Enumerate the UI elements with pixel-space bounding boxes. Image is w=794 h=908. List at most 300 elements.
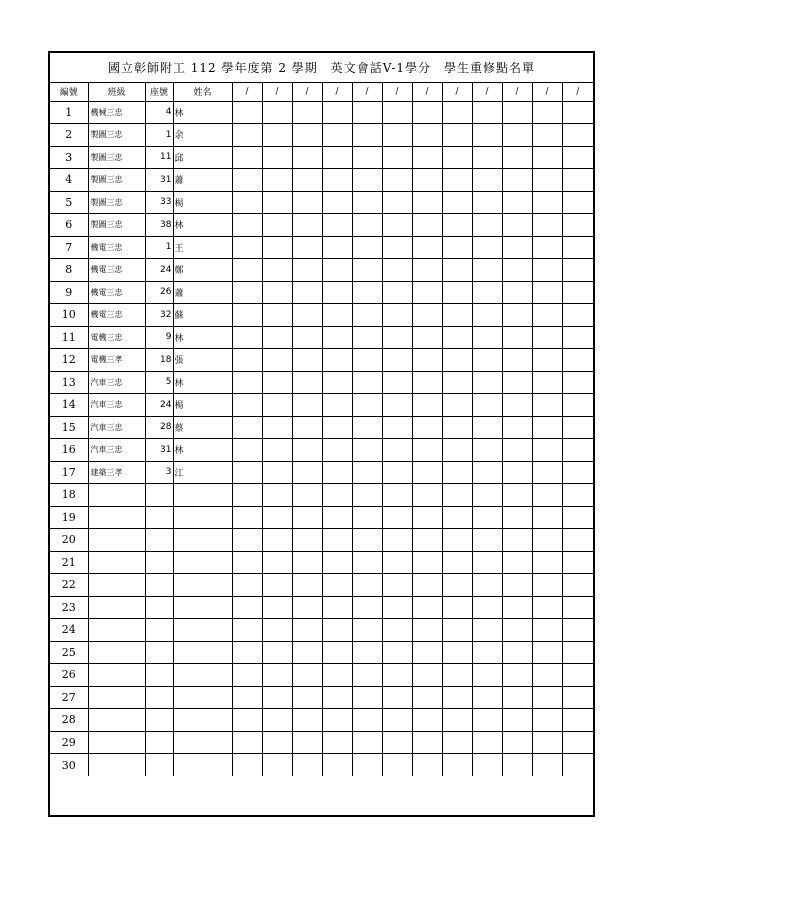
attendance-cell[interactable] [232,394,262,417]
attendance-cell[interactable] [292,191,322,214]
attendance-cell[interactable] [562,214,593,237]
attendance-cell[interactable] [472,709,502,732]
attendance-cell[interactable] [472,641,502,664]
attendance-cell[interactable] [352,686,382,709]
attendance-cell[interactable] [562,169,593,192]
attendance-cell[interactable] [232,574,262,597]
attendance-cell[interactable] [412,506,442,529]
attendance-cell[interactable] [442,574,472,597]
attendance-cell[interactable] [382,281,412,304]
attendance-cell[interactable] [412,169,442,192]
attendance-cell[interactable] [412,259,442,282]
attendance-cell[interactable] [442,619,472,642]
attendance-cell[interactable] [442,326,472,349]
attendance-cell[interactable] [502,484,532,507]
attendance-cell[interactable] [262,349,292,372]
attendance-cell[interactable] [352,551,382,574]
attendance-cell[interactable] [352,641,382,664]
attendance-cell[interactable] [532,394,562,417]
attendance-cell[interactable] [412,191,442,214]
attendance-cell[interactable] [382,574,412,597]
attendance-cell[interactable] [292,461,322,484]
attendance-cell[interactable] [292,146,322,169]
attendance-cell[interactable] [262,484,292,507]
attendance-cell[interactable] [352,394,382,417]
attendance-cell[interactable] [232,551,262,574]
attendance-cell[interactable] [322,686,352,709]
attendance-cell[interactable] [352,664,382,687]
attendance-cell[interactable] [352,146,382,169]
attendance-cell[interactable] [262,754,292,777]
attendance-cell[interactable] [382,709,412,732]
attendance-cell[interactable] [472,619,502,642]
attendance-cell[interactable] [232,416,262,439]
attendance-cell[interactable] [562,326,593,349]
attendance-cell[interactable] [472,394,502,417]
attendance-cell[interactable] [562,529,593,552]
attendance-cell[interactable] [442,146,472,169]
attendance-cell[interactable] [232,506,262,529]
attendance-cell[interactable] [322,304,352,327]
attendance-cell[interactable] [322,416,352,439]
attendance-cell[interactable] [502,146,532,169]
attendance-cell[interactable] [412,484,442,507]
attendance-cell[interactable] [562,574,593,597]
attendance-cell[interactable] [352,124,382,147]
attendance-cell[interactable] [502,124,532,147]
attendance-cell[interactable] [382,754,412,777]
attendance-cell[interactable] [562,596,593,619]
attendance-cell[interactable] [232,236,262,259]
attendance-cell[interactable] [232,596,262,619]
attendance-cell[interactable] [532,259,562,282]
attendance-cell[interactable] [292,709,322,732]
attendance-cell[interactable] [382,641,412,664]
attendance-cell[interactable] [472,214,502,237]
attendance-cell[interactable] [412,394,442,417]
attendance-cell[interactable] [562,371,593,394]
attendance-cell[interactable] [352,754,382,777]
attendance-cell[interactable] [382,619,412,642]
attendance-cell[interactable] [532,191,562,214]
attendance-cell[interactable] [442,259,472,282]
attendance-cell[interactable] [412,416,442,439]
attendance-cell[interactable] [412,439,442,462]
attendance-cell[interactable] [502,439,532,462]
attendance-cell[interactable] [442,236,472,259]
attendance-cell[interactable] [502,619,532,642]
attendance-cell[interactable] [262,281,292,304]
attendance-cell[interactable] [262,461,292,484]
attendance-cell[interactable] [532,754,562,777]
attendance-cell[interactable] [382,686,412,709]
attendance-cell[interactable] [322,439,352,462]
attendance-cell[interactable] [292,416,322,439]
attendance-cell[interactable] [562,619,593,642]
attendance-cell[interactable] [442,731,472,754]
attendance-cell[interactable] [472,169,502,192]
attendance-cell[interactable] [262,394,292,417]
attendance-cell[interactable] [292,551,322,574]
attendance-cell[interactable] [442,394,472,417]
attendance-cell[interactable] [232,371,262,394]
attendance-cell[interactable] [262,214,292,237]
attendance-cell[interactable] [232,731,262,754]
attendance-cell[interactable] [442,664,472,687]
attendance-cell[interactable] [322,146,352,169]
attendance-cell[interactable] [412,146,442,169]
attendance-cell[interactable] [262,124,292,147]
attendance-cell[interactable] [412,461,442,484]
attendance-cell[interactable] [472,574,502,597]
attendance-cell[interactable] [382,506,412,529]
attendance-cell[interactable] [382,439,412,462]
attendance-cell[interactable] [532,529,562,552]
attendance-cell[interactable] [352,304,382,327]
attendance-cell[interactable] [412,236,442,259]
attendance-cell[interactable] [232,191,262,214]
attendance-cell[interactable] [292,394,322,417]
attendance-cell[interactable] [502,461,532,484]
attendance-cell[interactable] [442,281,472,304]
attendance-cell[interactable] [292,641,322,664]
attendance-cell[interactable] [502,641,532,664]
attendance-cell[interactable] [562,551,593,574]
attendance-cell[interactable] [352,371,382,394]
attendance-cell[interactable] [322,574,352,597]
attendance-cell[interactable] [412,574,442,597]
attendance-cell[interactable] [322,596,352,619]
attendance-cell[interactable] [292,484,322,507]
attendance-cell[interactable] [382,416,412,439]
attendance-cell[interactable] [292,214,322,237]
attendance-cell[interactable] [382,101,412,124]
attendance-cell[interactable] [232,484,262,507]
attendance-cell[interactable] [232,169,262,192]
attendance-cell[interactable] [262,146,292,169]
attendance-cell[interactable] [232,529,262,552]
attendance-cell[interactable] [472,551,502,574]
attendance-cell[interactable] [382,124,412,147]
attendance-cell[interactable] [472,281,502,304]
attendance-cell[interactable] [352,169,382,192]
attendance-cell[interactable] [532,596,562,619]
attendance-cell[interactable] [262,416,292,439]
attendance-cell[interactable] [532,304,562,327]
attendance-cell[interactable] [472,101,502,124]
attendance-cell[interactable] [292,619,322,642]
attendance-cell[interactable] [262,596,292,619]
attendance-cell[interactable] [442,101,472,124]
attendance-cell[interactable] [382,259,412,282]
attendance-cell[interactable] [412,754,442,777]
attendance-cell[interactable] [292,349,322,372]
attendance-cell[interactable] [442,754,472,777]
attendance-cell[interactable] [262,529,292,552]
attendance-cell[interactable] [472,461,502,484]
attendance-cell[interactable] [262,641,292,664]
attendance-cell[interactable] [472,259,502,282]
attendance-cell[interactable] [322,506,352,529]
attendance-cell[interactable] [352,349,382,372]
attendance-cell[interactable] [292,371,322,394]
attendance-cell[interactable] [382,596,412,619]
attendance-cell[interactable] [262,506,292,529]
attendance-cell[interactable] [292,686,322,709]
attendance-cell[interactable] [232,259,262,282]
attendance-cell[interactable] [232,641,262,664]
attendance-cell[interactable] [382,214,412,237]
attendance-cell[interactable] [382,349,412,372]
attendance-cell[interactable] [562,101,593,124]
attendance-cell[interactable] [562,146,593,169]
attendance-cell[interactable] [502,349,532,372]
attendance-cell[interactable] [352,709,382,732]
attendance-cell[interactable] [382,191,412,214]
attendance-cell[interactable] [442,439,472,462]
attendance-cell[interactable] [562,124,593,147]
attendance-cell[interactable] [532,169,562,192]
attendance-cell[interactable] [502,574,532,597]
attendance-cell[interactable] [412,214,442,237]
attendance-cell[interactable] [502,506,532,529]
attendance-cell[interactable] [472,191,502,214]
attendance-cell[interactable] [532,146,562,169]
attendance-cell[interactable] [322,731,352,754]
attendance-cell[interactable] [502,101,532,124]
attendance-cell[interactable] [502,529,532,552]
attendance-cell[interactable] [352,214,382,237]
attendance-cell[interactable] [322,619,352,642]
attendance-cell[interactable] [532,619,562,642]
attendance-cell[interactable] [472,664,502,687]
attendance-cell[interactable] [472,506,502,529]
attendance-cell[interactable] [442,461,472,484]
attendance-cell[interactable] [322,484,352,507]
attendance-cell[interactable] [412,596,442,619]
attendance-cell[interactable] [562,506,593,529]
attendance-cell[interactable] [352,731,382,754]
attendance-cell[interactable] [502,394,532,417]
attendance-cell[interactable] [472,596,502,619]
attendance-cell[interactable] [532,709,562,732]
attendance-cell[interactable] [562,281,593,304]
attendance-cell[interactable] [352,506,382,529]
attendance-cell[interactable] [292,439,322,462]
attendance-cell[interactable] [442,349,472,372]
attendance-cell[interactable] [562,641,593,664]
attendance-cell[interactable] [472,439,502,462]
attendance-cell[interactable] [352,259,382,282]
attendance-cell[interactable] [382,529,412,552]
attendance-cell[interactable] [262,619,292,642]
attendance-cell[interactable] [412,731,442,754]
attendance-cell[interactable] [412,349,442,372]
attendance-cell[interactable] [292,169,322,192]
attendance-cell[interactable] [502,731,532,754]
attendance-cell[interactable] [292,236,322,259]
attendance-cell[interactable] [442,124,472,147]
attendance-cell[interactable] [562,304,593,327]
attendance-cell[interactable] [442,304,472,327]
attendance-cell[interactable] [502,709,532,732]
attendance-cell[interactable] [232,214,262,237]
attendance-cell[interactable] [502,326,532,349]
attendance-cell[interactable] [262,551,292,574]
attendance-cell[interactable] [562,416,593,439]
attendance-cell[interactable] [472,529,502,552]
attendance-cell[interactable] [532,349,562,372]
attendance-cell[interactable] [262,664,292,687]
attendance-cell[interactable] [472,731,502,754]
attendance-cell[interactable] [532,236,562,259]
attendance-cell[interactable] [532,124,562,147]
attendance-cell[interactable] [232,101,262,124]
attendance-cell[interactable] [232,304,262,327]
attendance-cell[interactable] [562,191,593,214]
attendance-cell[interactable] [382,169,412,192]
attendance-cell[interactable] [382,551,412,574]
attendance-cell[interactable] [322,664,352,687]
attendance-cell[interactable] [442,551,472,574]
attendance-cell[interactable] [532,461,562,484]
attendance-cell[interactable] [382,731,412,754]
attendance-cell[interactable] [262,304,292,327]
attendance-cell[interactable] [442,484,472,507]
attendance-cell[interactable] [232,349,262,372]
attendance-cell[interactable] [292,326,322,349]
attendance-cell[interactable] [442,529,472,552]
attendance-cell[interactable] [562,731,593,754]
attendance-cell[interactable] [292,664,322,687]
attendance-cell[interactable] [292,574,322,597]
attendance-cell[interactable] [562,394,593,417]
attendance-cell[interactable] [412,529,442,552]
attendance-cell[interactable] [442,214,472,237]
attendance-cell[interactable] [562,259,593,282]
attendance-cell[interactable] [532,439,562,462]
attendance-cell[interactable] [322,371,352,394]
attendance-cell[interactable] [412,551,442,574]
attendance-cell[interactable] [382,664,412,687]
attendance-cell[interactable] [412,686,442,709]
attendance-cell[interactable] [502,236,532,259]
attendance-cell[interactable] [322,551,352,574]
attendance-cell[interactable] [292,754,322,777]
attendance-cell[interactable] [442,686,472,709]
attendance-cell[interactable] [232,619,262,642]
attendance-cell[interactable] [562,484,593,507]
attendance-cell[interactable] [322,394,352,417]
attendance-cell[interactable] [442,596,472,619]
attendance-cell[interactable] [472,326,502,349]
attendance-cell[interactable] [262,191,292,214]
attendance-cell[interactable] [412,326,442,349]
attendance-cell[interactable] [412,709,442,732]
attendance-cell[interactable] [412,641,442,664]
attendance-cell[interactable] [232,754,262,777]
attendance-cell[interactable] [502,686,532,709]
attendance-cell[interactable] [442,709,472,732]
attendance-cell[interactable] [292,529,322,552]
attendance-cell[interactable] [382,146,412,169]
attendance-cell[interactable] [532,214,562,237]
attendance-cell[interactable] [322,529,352,552]
attendance-cell[interactable] [322,169,352,192]
attendance-cell[interactable] [532,731,562,754]
attendance-cell[interactable] [262,236,292,259]
attendance-cell[interactable] [502,304,532,327]
attendance-cell[interactable] [322,754,352,777]
attendance-cell[interactable] [532,371,562,394]
attendance-cell[interactable] [232,124,262,147]
attendance-cell[interactable] [382,484,412,507]
attendance-cell[interactable] [232,326,262,349]
attendance-cell[interactable] [352,596,382,619]
attendance-cell[interactable] [412,101,442,124]
attendance-cell[interactable] [502,371,532,394]
attendance-cell[interactable] [562,709,593,732]
attendance-cell[interactable] [382,461,412,484]
attendance-cell[interactable] [472,349,502,372]
attendance-cell[interactable] [322,214,352,237]
attendance-cell[interactable] [442,371,472,394]
attendance-cell[interactable] [502,281,532,304]
attendance-cell[interactable] [352,236,382,259]
attendance-cell[interactable] [442,169,472,192]
attendance-cell[interactable] [352,484,382,507]
attendance-cell[interactable] [292,101,322,124]
attendance-cell[interactable] [472,686,502,709]
attendance-cell[interactable] [262,709,292,732]
attendance-cell[interactable] [442,506,472,529]
attendance-cell[interactable] [532,664,562,687]
attendance-cell[interactable] [262,439,292,462]
attendance-cell[interactable] [562,236,593,259]
attendance-cell[interactable] [532,506,562,529]
attendance-cell[interactable] [262,686,292,709]
attendance-cell[interactable] [532,551,562,574]
attendance-cell[interactable] [532,641,562,664]
attendance-cell[interactable] [322,461,352,484]
attendance-cell[interactable] [562,686,593,709]
attendance-cell[interactable] [322,349,352,372]
attendance-cell[interactable] [292,731,322,754]
attendance-cell[interactable] [352,101,382,124]
attendance-cell[interactable] [562,461,593,484]
attendance-cell[interactable] [472,416,502,439]
attendance-cell[interactable] [262,259,292,282]
attendance-cell[interactable] [352,529,382,552]
attendance-cell[interactable] [412,124,442,147]
attendance-cell[interactable] [472,304,502,327]
attendance-cell[interactable] [262,574,292,597]
attendance-cell[interactable] [562,349,593,372]
attendance-cell[interactable] [502,596,532,619]
attendance-cell[interactable] [322,191,352,214]
attendance-cell[interactable] [472,146,502,169]
attendance-cell[interactable] [262,371,292,394]
attendance-cell[interactable] [502,664,532,687]
attendance-cell[interactable] [502,754,532,777]
attendance-cell[interactable] [322,236,352,259]
attendance-cell[interactable] [352,574,382,597]
attendance-cell[interactable] [322,709,352,732]
attendance-cell[interactable] [382,326,412,349]
attendance-cell[interactable] [562,439,593,462]
attendance-cell[interactable] [412,281,442,304]
attendance-cell[interactable] [232,686,262,709]
